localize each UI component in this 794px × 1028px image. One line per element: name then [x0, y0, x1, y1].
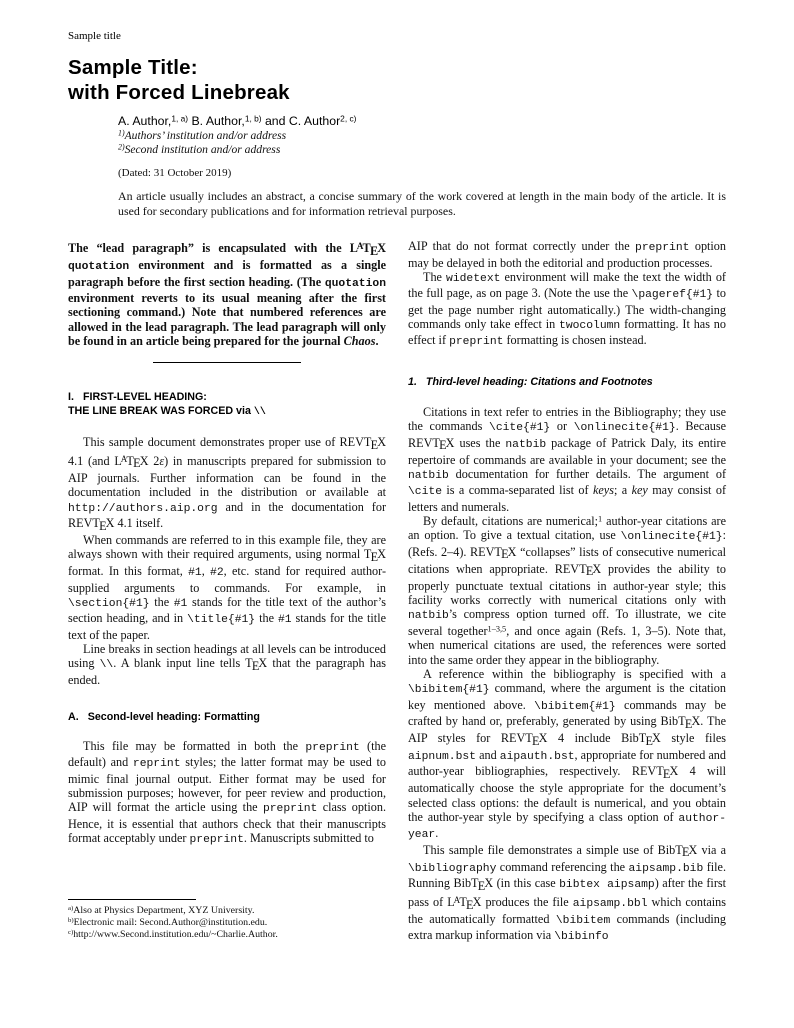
body-paragraph: Citations in text refer to entries in the Bibliography; they use the commands \cite{#1} or \onlinecite{#1}. Because REVTEX uses the natbib package of Patrick Daly, its entire repertoire of commands are available in your document; see the natbib documentation for further details. The argument of \cite is a comma-separated list of keys; a key may consist of letters and numerals.: [408, 404, 727, 514]
body-paragraph: Line breaks in section headings at all levels can be introduced using \\. A blank input line tells TEX that the paragraph has ended.: [68, 641, 386, 688]
right-column: [408, 239, 726, 944]
lead-paragraph: The “lead paragraph” is encapsulated with the $L^ATEX$ quotation environment and is formatted as a single paragraph before the first section heading. (The quotation environment reverts to its usual meaning after the first sectioning command.) Note that numbered references are allowed in the lead paragraph. The lead paragraph will only be found in an article being prepared for the journal Chaos.: [68, 241, 386, 349]
body-paragraph: When commands are referred to in this example file, they are always shown with their required arguments, using normal TEX format. In this format, #1, #2, etc. stand for required author-supplied arguments to commands. For example, in \section{#1} the #1 stands for the title text of the author’s section heading, and in \title{#1} the #1 stands for the title text of the paper.: [68, 532, 387, 642]
section-number: I.: [68, 391, 74, 404]
footnote-block: [68, 899, 386, 941]
running-header: Sample title: [68, 30, 121, 42]
front-matter: [118, 114, 726, 218]
body-paragraph: This file may be formatted in both the preprint (the default) and reprint styles; the latter format may be used to mimic final journal output. Either format may be used for submission purposes; however, for peer review and production, AIP will format the article using the preprint class option. Hence, it is essential that authors check that their manuscripts format acceptably under preprint. Manuscripts submitted to: [68, 738, 386, 846]
subsubsection-heading-1: [408, 376, 726, 389]
paper-title-line-2: with Forced Linebreak: [68, 80, 290, 104]
lead-separator-rule: [153, 362, 301, 363]
footnote-b: $^{b)}$Electronic mail: Second.Author@institution.edu.: [68, 916, 268, 928]
footnote-a: $^{a)}$Also at Physics Department, XYZ University.: [68, 904, 255, 916]
subsubsection-title: Third-level heading: Citations and Footnotes: [425, 375, 653, 388]
subsection-title: Second-level heading: Formatting: [87, 710, 260, 723]
body-paragraph: This sample file demonstrates a simple use of BibTEX via a \bibliography command referencing the aipsamp.bib file. Running BibTEX (in this case bibtex aipsamp) after the first pass of $L^ATEX$ produces the file aipsamp.bbl which contains the automatically formatted \bibitem commands (including extra markup information via \bibinfo: [408, 842, 727, 944]
body-paragraph: A reference within the bibliography is specified with a \bibitem{#1} command, where the argument is the citation key mentioned above. \bibitem{#1} commands may be crafted by hand or, preferably, generated by using BibTEX. The AIP styles for REVTEX 4 include BibTEX style files aipnum.bst and aipauth.bst, appropriate for numbered and author-year bibliographies, respectively. REVTEX 4 will automatically choose the style appropriate for the document’s selected class options: the default is numerical, and you obtain the author-year style by specifying a class option of author-year.: [408, 666, 727, 842]
paper-title-line-1: Sample Title:: [68, 56, 198, 79]
date-line: (Dated: 31 October 2019): [118, 167, 232, 180]
footnote-c: $^{c)}$http://www.Second.institution.edu/~Charlie.Author.: [68, 928, 278, 940]
body-paragraph: By default, citations are numerical;$^1$ author-year citations are an option. To give a textual citation, use \onlinecite{#1}: (Refs. 2–4). REVTEX “collapses” lists of consecutive numerical citations when appropriate. REVTEX provides the ability to properly punctuate textual citations in author-year style; this facility works correctly with numerical citations only with natbib’s compress option turned off. To illustrate, we cite several together$^{1-3,5}$, and once again (Refs. 1, 3–5). Note that, when numerical citations are used, the references were sorted into the same order they appear in the bibliography.: [408, 514, 727, 667]
two-column-body: [68, 239, 726, 944]
section-heading-1: [68, 391, 386, 417]
footnote-rule: [68, 899, 196, 900]
section-heading-1-line2: THE LINE BREAK WAS FORCED via \\: [68, 404, 266, 417]
body-paragraph: This sample document demonstrates proper use of REVTEX 4.1 (and $L^ATEX$ 2ε) in manuscripts prepared for submission to AIP journals. Further information can be found in the documentation included in the distribution or available at http://authors.aip.org and in the documentation for REVTEX 4.1 itself.: [68, 434, 387, 533]
abstract-text: An article usually includes an abstract, a concise summary of the work covered at length in the main body of the article. It is used for secondary publications and for information retrieval purposes.: [118, 189, 726, 218]
subsubsection-label: 1.: [408, 375, 417, 388]
affiliation-1: $^{1)}$Authors’ institution and/or address: [118, 128, 287, 142]
subsection-label: A.: [68, 710, 79, 723]
subsection-heading-A: [68, 711, 386, 724]
body-paragraph: The widetext environment will make the text the width of the full page, as on page 3. (Note the use the \pageref{#1} to get the page number right automatically.) The width-changing commands only take effect in twocolumn formatting. It has no effect if preprint formatting is chosen instead.: [408, 270, 726, 349]
section-title: FIRST-LEVEL HEADING:: [82, 391, 207, 404]
paper-title: [68, 56, 726, 105]
section-heading-1-line1: [68, 391, 386, 404]
left-column: [68, 239, 386, 944]
body-paragraph: AIP that do not format correctly under the preprint option may be delayed in both the editorial and production processes.: [408, 239, 726, 270]
affiliation-2: $^{2)}$Second institution and/or address: [118, 142, 281, 156]
author-line: A. Author,$^{1, a)}$ B. Author,$^{1, b)}$ and C. Author$^{2, c)}$: [118, 113, 357, 128]
